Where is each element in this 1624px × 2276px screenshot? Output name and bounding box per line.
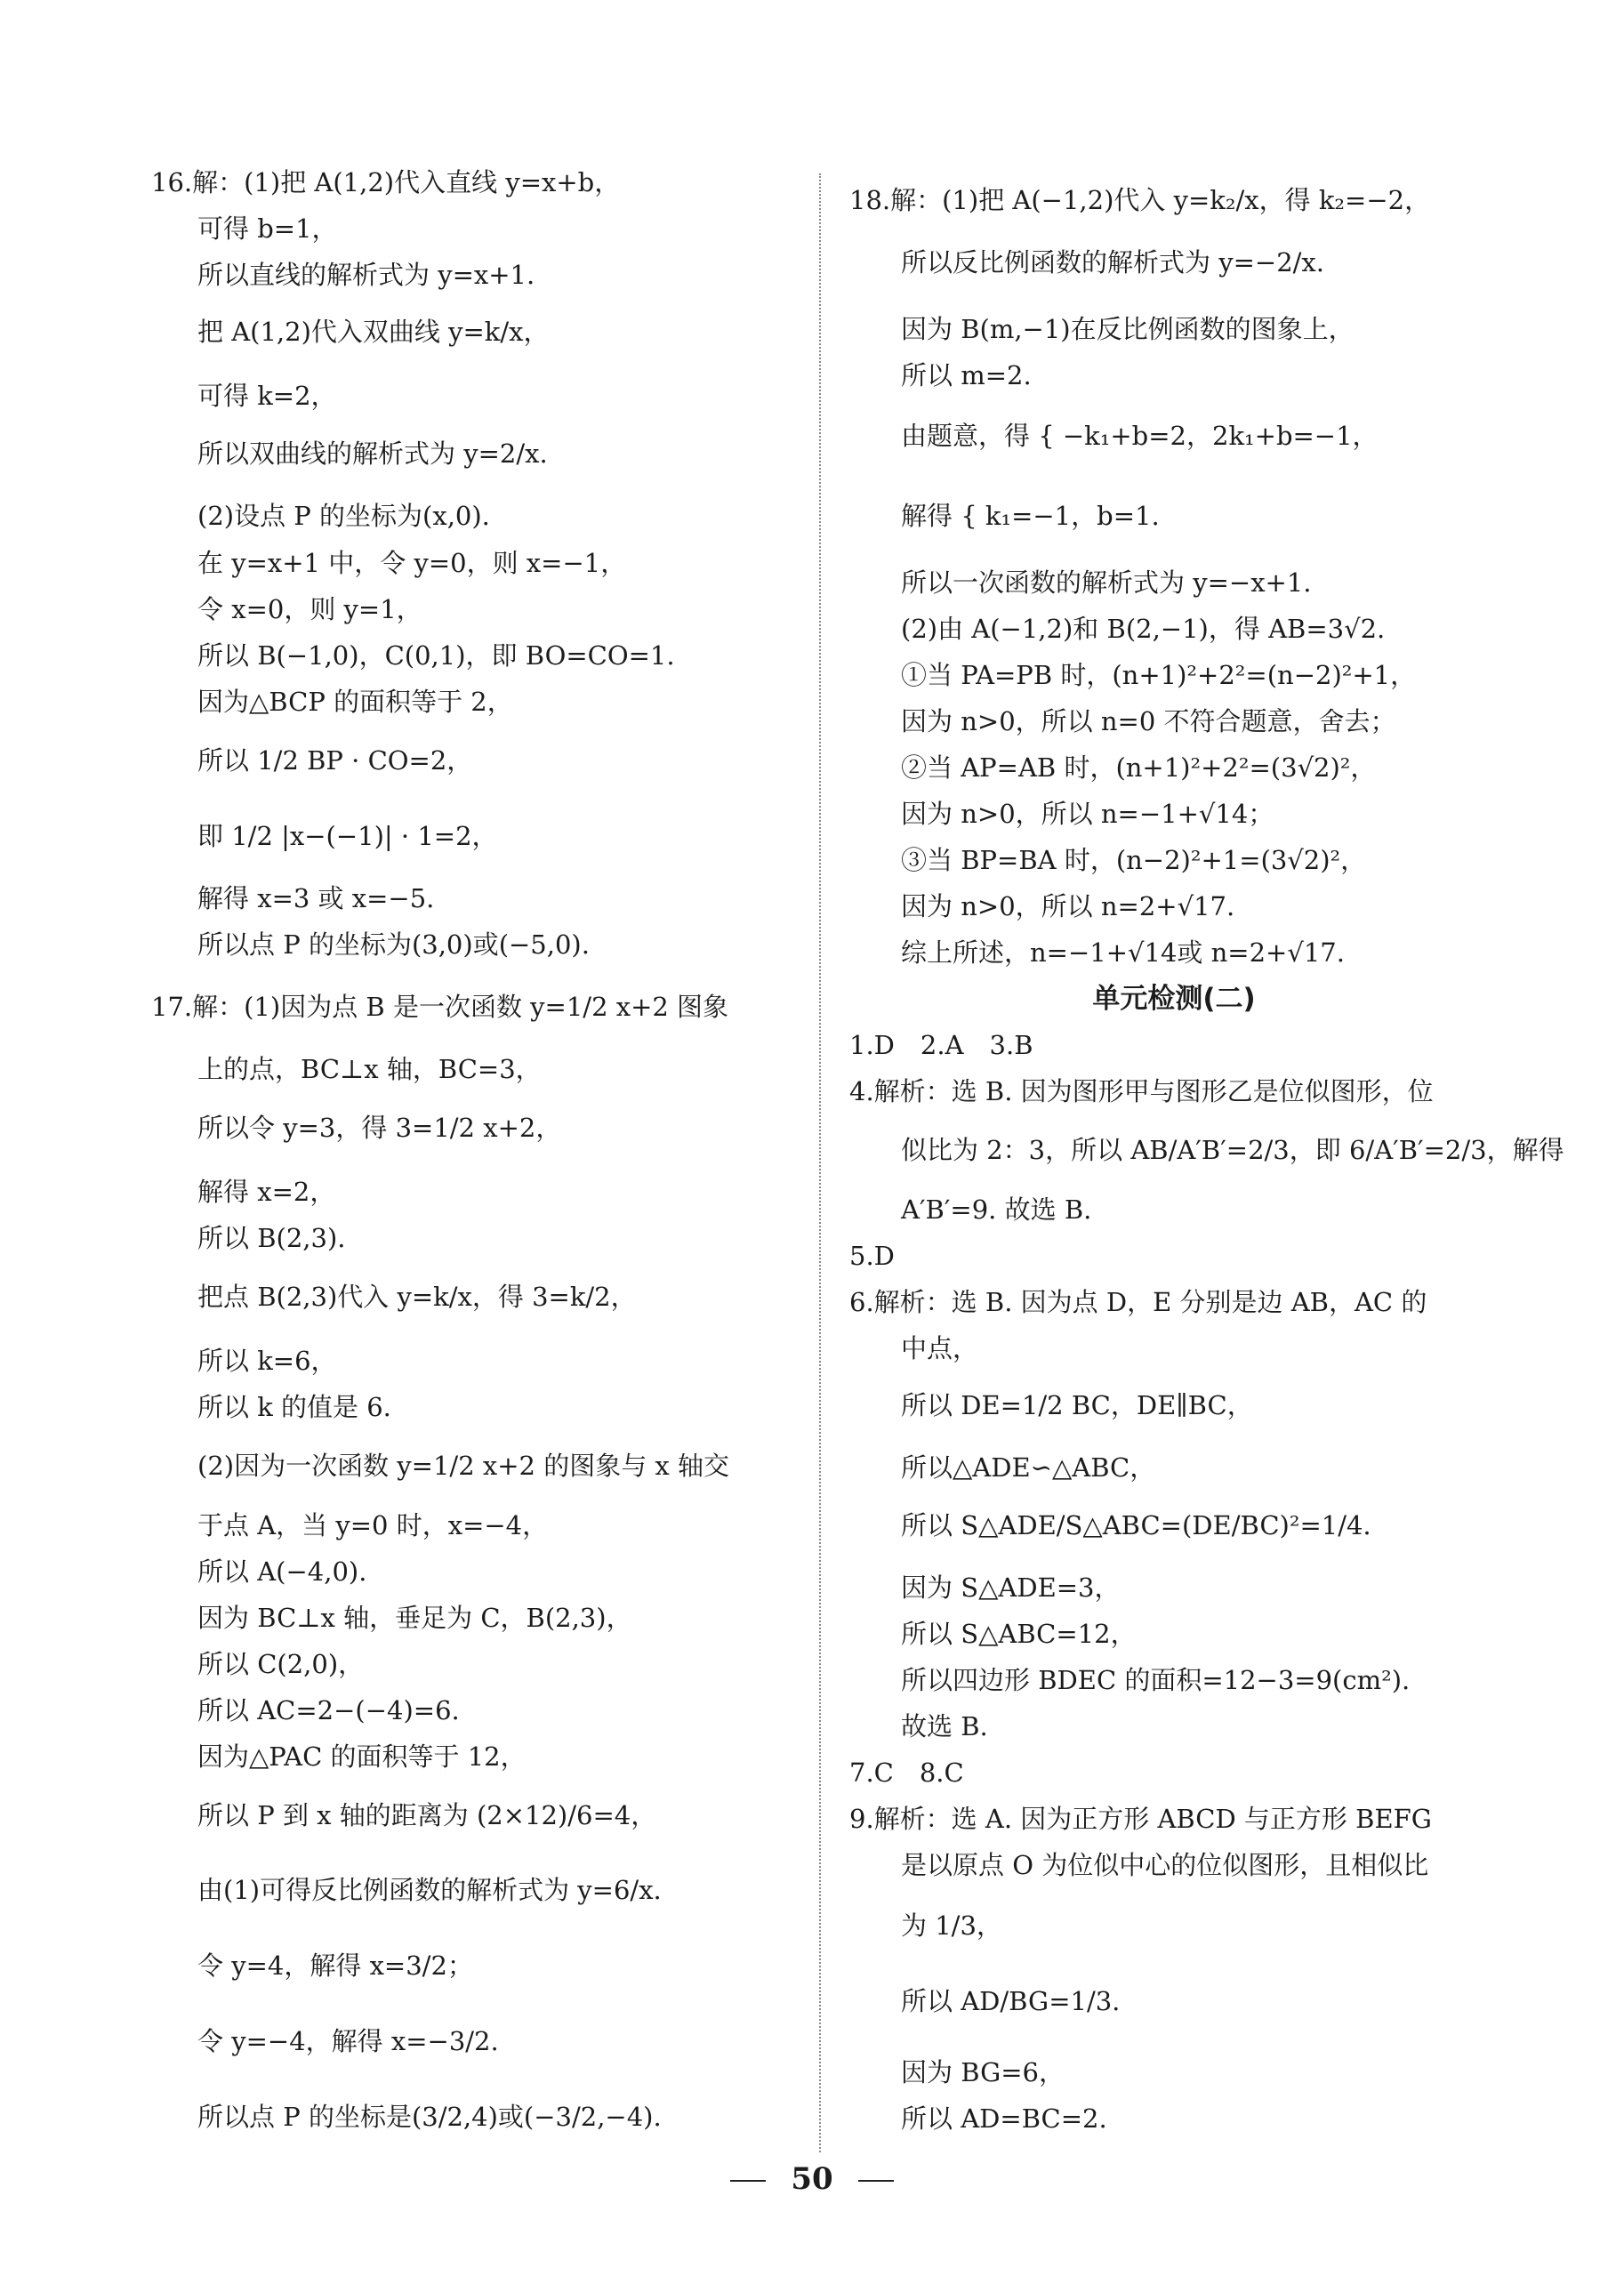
text-line: 可得 b=1， <box>197 213 338 244</box>
text-line: 因为 n>0，所以 n=2+√17. <box>901 891 1235 921</box>
text-line: 所以 B(2,3). <box>197 1223 346 1253</box>
text-line: 把点 B(2,3)代入 y=k/x，得 3=k/2， <box>197 1282 637 1312</box>
text-line: 所以反比例函数的解析式为 y=−2/x. <box>901 247 1324 277</box>
text-line: 由题意，得 { −k₁+b=2，2k₁+b=−1， <box>901 421 1379 451</box>
text-line: ③当 BP=BA 时，(n−2)²+1=(3√2)²， <box>901 845 1367 875</box>
problem-17-line: 17.解：(1)因为点 B 是一次函数 y=1/2 x+2 图象 <box>151 992 729 1022</box>
text-line: 令 x=0，则 y=1， <box>197 594 422 624</box>
text-line: 故选 B. <box>901 1711 988 1741</box>
text-line: 因为 B(m,−1)在反比例函数的图象上， <box>901 314 1355 344</box>
text-line: 所以 k 的值是 6. <box>197 1392 391 1422</box>
answer-line: 5.D <box>849 1241 895 1271</box>
text-line: 解得 x=3 或 x=−5. <box>197 883 435 913</box>
footer-dash-left <box>730 2180 766 2182</box>
text-line: 所以 k=6， <box>197 1346 337 1376</box>
text-line: 所以点 P 的坐标为(3,0)或(−5,0). <box>197 929 590 960</box>
text-line: 在 y=x+1 中，令 y=0，则 x=−1， <box>197 548 627 578</box>
text-line: 所以 A(−4,0). <box>197 1556 367 1587</box>
text-line: 所以直线的解析式为 y=x+1. <box>197 260 535 290</box>
text-line: 于点 A，当 y=0 时，x=−4， <box>197 1510 549 1540</box>
text-line: 因为 BG=6， <box>901 2057 1065 2087</box>
answer-line: 9.解析：选 A. 因为正方形 ABCD 与正方形 BEFG <box>849 1804 1432 1834</box>
text-line: 综上所述，n=−1+√14或 n=2+√17. <box>901 937 1345 968</box>
text-line: 即 1/2 |x−(−1)| · 1=2， <box>197 821 498 851</box>
answer-line: 7.C 8.C <box>849 1757 964 1788</box>
text-line: 由(1)可得反比例函数的解析式为 y=6/x. <box>197 1875 662 1905</box>
text-line: 所以 DE=1/2 BC，DE∥BC， <box>901 1390 1253 1420</box>
text-line: 令 y=−4，解得 x=−3/2. <box>197 2026 499 2056</box>
footer-dash-right <box>858 2180 894 2182</box>
text-line: 所以 S△ADE/S△ABC=(DE/BC)²=1/4. <box>901 1510 1371 1540</box>
text-line: 所以 C(2,0)， <box>197 1649 365 1679</box>
text-line: 因为 n>0，所以 n=−1+√14； <box>901 799 1274 829</box>
text-line: 因为 n>0，所以 n=0 不符合题意，舍去； <box>901 706 1396 736</box>
answer-line: 4.解析：选 B. 因为图形甲与图形乙是位似图形，位 <box>849 1076 1434 1106</box>
text-line: 因为 S△ADE=3， <box>901 1572 1121 1603</box>
text-line: 解得 x=2， <box>197 1177 336 1207</box>
section-heading: 单元检测(二) <box>1092 983 1256 1015</box>
text-line: 所以双曲线的解析式为 y=2/x. <box>197 438 548 469</box>
text-line: 所以 B(−1,0)，C(0,1)，即 BO=CO=1. <box>197 640 675 671</box>
answer-line: 6.解析：选 B. 因为点 D，E 分别是边 AB，AC 的 <box>849 1287 1427 1317</box>
column-divider <box>819 173 821 2152</box>
text-line: (2)由 A(−1,2)和 B(2,−1)，得 AB=3√2. <box>901 614 1386 644</box>
text-line: 为 1/3， <box>901 1910 1002 1941</box>
text-line: 所以 S△ABC=12， <box>901 1619 1137 1649</box>
text-line: 所以点 P 的坐标是(3/2,4)或(−3/2,−4). <box>197 2102 662 2132</box>
text-line: 所以四边形 BDEC 的面积=12−3=9(cm²). <box>901 1665 1411 1695</box>
text-line: (2)设点 P 的坐标为(x,0). <box>197 501 490 531</box>
text-line: (2)因为一次函数 y=1/2 x+2 的图象与 x 轴交 <box>197 1451 729 1481</box>
text-line: ①当 PA=PB 时，(n+1)²+2²=(n−2)²+1， <box>901 660 1417 690</box>
page-footer <box>0 2152 1624 2206</box>
text-line: A′B′=9. 故选 B. <box>901 1194 1092 1225</box>
problem-16-line: 16.解：(1)把 A(1,2)代入直线 y=x+b， <box>151 167 621 197</box>
text-line: 所以一次函数的解析式为 y=−x+1. <box>901 567 1312 598</box>
page-number: 50 <box>791 2161 833 2197</box>
text-line: 似比为 2：3，所以 AB/A′B′=2/3，即 6/A′B′=2/3，解得 <box>901 1135 1564 1165</box>
text-line: 因为 BC⊥x 轴，垂足为 C，B(2,3)， <box>197 1603 632 1633</box>
text-line: 是以原点 O 为位似中心的位似图形，且相似比 <box>901 1850 1429 1880</box>
text-line: 因为△BCP 的面积等于 2， <box>197 687 513 717</box>
text-line: 所以 AC=2−(−4)=6. <box>197 1695 460 1725</box>
text-line: 所以 AD=BC=2. <box>901 2103 1107 2134</box>
text-line: 因为△PAC 的面积等于 12， <box>197 1741 527 1772</box>
text-line: 所以令 y=3，得 3=1/2 x+2， <box>197 1113 562 1143</box>
text-line: 令 y=4，解得 x=3/2； <box>197 1950 473 1981</box>
answer-line: 1.D 2.A 3.B <box>849 1030 1033 1060</box>
text-line: 把 A(1,2)代入双曲线 y=k/x， <box>197 317 550 347</box>
text-line: 解得 { k₁=−1，b=1. <box>901 501 1160 531</box>
problem-18-line: 18.解：(1)把 A(−1,2)代入 y=k₂/x，得 k₂=−2， <box>849 185 1431 215</box>
text-line: 上的点，BC⊥x 轴，BC=3， <box>197 1054 542 1084</box>
text-line: ②当 AP=AB 时，(n+1)²+2²=(3√2)²， <box>901 752 1377 783</box>
text-line: 所以 AD/BG=1/3. <box>901 1986 1121 2016</box>
text-line: 中点， <box>901 1333 979 1363</box>
text-line: 所以△ADE∽△ABC， <box>901 1452 1156 1483</box>
text-line: 所以 P 到 x 轴的距离为 (2×12)/6=4， <box>197 1800 657 1830</box>
text-line: 所以 1/2 BP · CO=2， <box>197 745 473 776</box>
text-line: 可得 k=2， <box>197 381 337 411</box>
text-line: 所以 m=2. <box>901 360 1032 390</box>
